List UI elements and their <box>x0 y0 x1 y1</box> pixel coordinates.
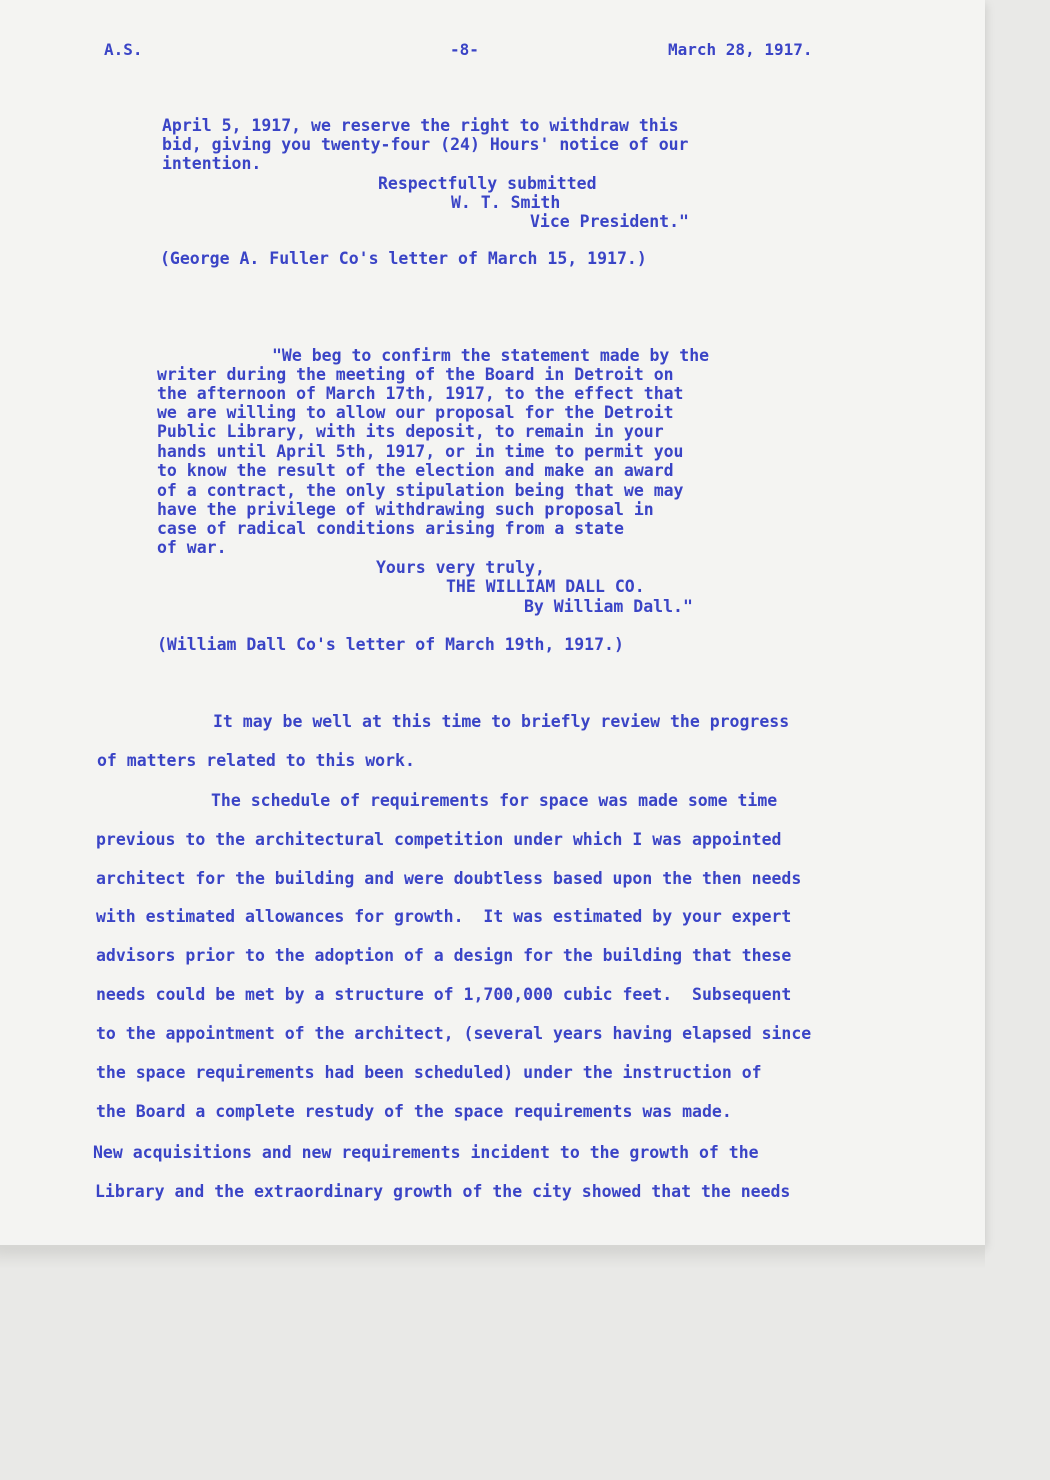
dall-citation: (William Dall Co's letter of March 19th, 1917.) <box>157 635 624 654</box>
dall-line-4: we are willing to allow our proposal for the Detroit <box>157 403 674 422</box>
dall-closing: Yours very truly, <box>376 558 545 577</box>
body-line-5: architect for the building and were doubtless based upon the then needs <box>96 869 802 888</box>
dall-company: THE WILLIAM DALL CO. <box>446 577 645 596</box>
dall-line-7: to know the result of the election and make an award <box>157 461 674 480</box>
body-line-1: It may be well at this time to briefly review the progress <box>213 712 790 731</box>
dall-line-6: hands until April 5th, 1917, or in time to permit you <box>157 442 684 461</box>
dall-signer: By William Dall." <box>524 597 693 616</box>
fuller-citation: (George A. Fuller Co's letter of March 15, 1917.) <box>160 249 647 268</box>
dall-line-8: of a contract, the only stipulation being that we may <box>157 481 684 500</box>
fuller-closing: Respectfully submitted <box>378 174 597 193</box>
fuller-line-3: intention. <box>162 154 262 173</box>
body-line-12: New acquisitions and new requirements incident to the growth of the <box>93 1143 759 1162</box>
body-line-3: The schedule of requirements for space was made some time <box>211 791 778 810</box>
body-line-6: with estimated allowances for growth. It was estimated by your expert <box>96 907 792 926</box>
body-line-13: Library and the extraordinary growth of the city showed that the needs <box>95 1182 791 1201</box>
dall-line-2: writer during the meeting of the Board in Detroit on <box>157 365 674 384</box>
body-line-11: the Board a complete restudy of the space requirements was made. <box>96 1102 732 1121</box>
dall-line-11: of war. <box>157 538 227 557</box>
body-line-7: advisors prior to the adoption of a design for the building that these <box>96 946 792 965</box>
dall-line-9: have the privilege of withdrawing such proposal in <box>157 500 654 519</box>
body-line-4: previous to the architectural competition under which I was appointed <box>96 830 782 849</box>
dall-line-1: "We beg to confirm the statement made by the <box>272 346 710 365</box>
header-initials: A.S. <box>104 40 143 59</box>
body-line-9: to the appointment of the architect, (several years having elapsed since <box>96 1024 812 1043</box>
dall-line-5: Public Library, with its deposit, to remain in your <box>157 422 664 441</box>
fuller-line-2: bid, giving you twenty-four (24) Hours' notice of our <box>162 135 689 154</box>
dall-line-10: case of radical conditions arising from a state <box>157 519 624 538</box>
fuller-signer: W. T. Smith <box>451 193 561 212</box>
fuller-line-1: April 5, 1917, we reserve the right to withdraw this <box>162 116 679 135</box>
body-line-8: needs could be met by a structure of 1,700,000 cubic feet. Subsequent <box>96 985 792 1004</box>
dall-line-3: the afternoon of March 17th, 1917, to the effect that <box>157 384 684 403</box>
body-line-2: of matters related to this work. <box>97 751 415 770</box>
page-number: -8- <box>450 40 479 59</box>
body-line-10: the space requirements had been scheduled) under the instruction of <box>96 1063 762 1082</box>
header-date: March 28, 1917. <box>668 40 813 59</box>
fuller-title: Vice President." <box>530 212 689 231</box>
